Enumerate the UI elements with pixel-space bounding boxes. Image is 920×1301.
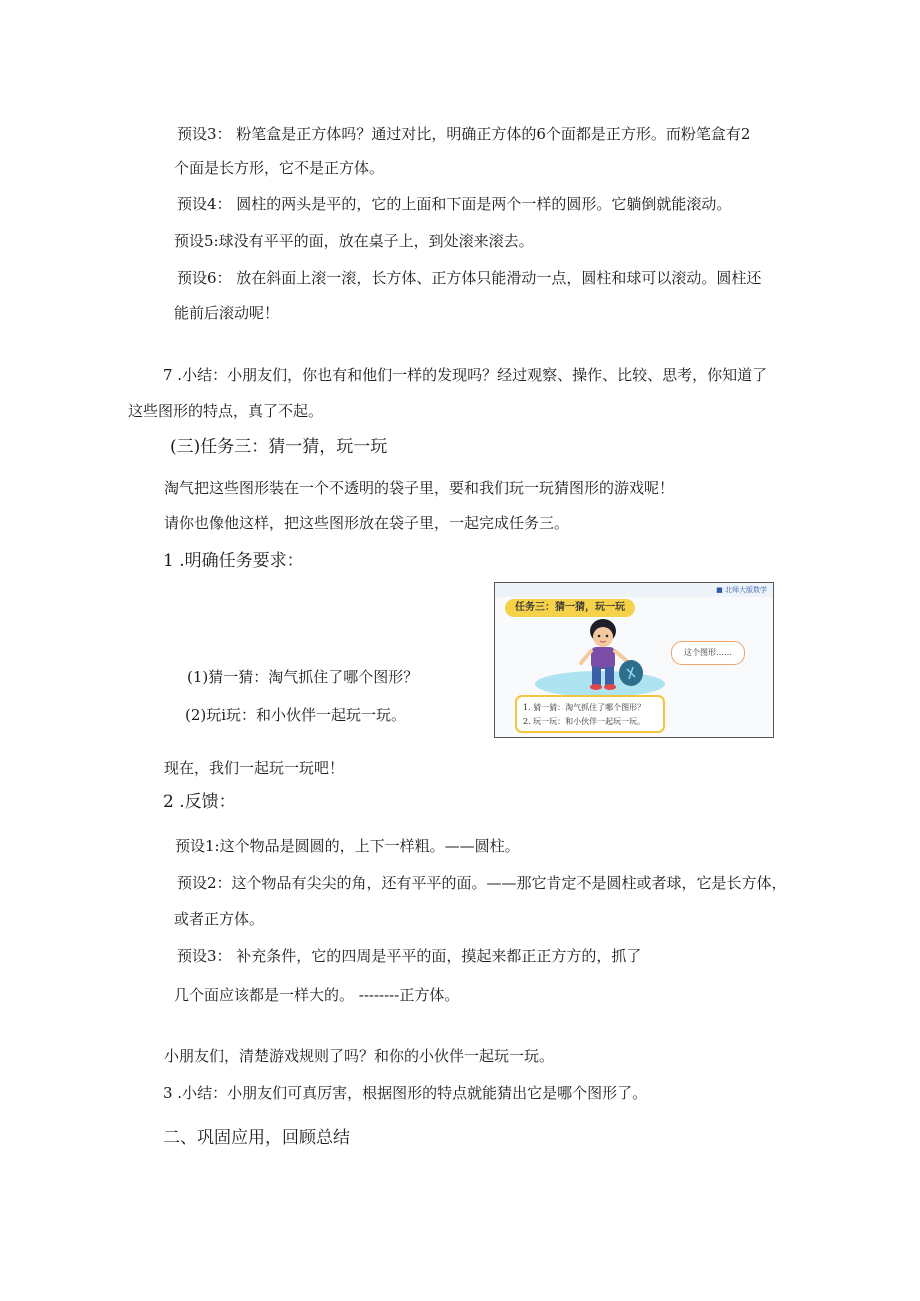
feedback-preset3-line2: 几个面应该都是一样大的。 --------正方体。 — [174, 986, 460, 1004]
paragraph-lets-play: 现在，我们一起玩一玩吧！ — [164, 759, 345, 777]
task3-heading: (三)任务三：猜一猜，玩一玩 — [170, 437, 388, 457]
paragraph-preset3-line1: 预设3： 粉笔盒是正方体吗？通过对比，明确正方体的6个面都是正方形。而粉笔盒有2 — [177, 125, 751, 143]
summary-7-line1: 7 .小结：小朋友们，你也有和他们一样的发现吗？经过观察、操作、比较、思考，你知道了 — [163, 366, 768, 384]
feedback-preset2-line2: 或者正方体。 — [174, 910, 265, 928]
paragraph-preset6-line2: 能前后滚动呢！ — [174, 304, 280, 322]
slide-task-line-2: 2. 玩一玩：和小伙伴一起玩一玩。 — [523, 717, 646, 726]
heading-feedback: 2 .反馈： — [163, 792, 236, 812]
section-2-heading: 二、巩固应用，回顾总结 — [163, 1128, 350, 1148]
slide-task-box — [515, 695, 665, 733]
slide-speech-bubble: 这个图形…… — [671, 641, 745, 665]
slide-logo: ■ 北师大版数学 — [716, 586, 767, 594]
paragraph-preset6-line1: 预设6： 放在斜面上滚一滚，长方体、正方体只能滑动一点，圆柱和球可以滚动。圆柱还 — [177, 269, 762, 287]
paragraph-preset4: 预设4： 圆柱的两头是平的，它的上面和下面是两个一样的圆形。它躺倒就能滚动。 — [177, 195, 732, 213]
slide-task-line-1: 1. 猜一猜：淘气抓住了哪个图形？ — [523, 703, 646, 712]
task3-slide-image — [494, 582, 774, 738]
summary-3: 3 .小结：小朋友们可真厉害，根据图形的特点就能猜出它是哪个图形了。 — [163, 1084, 648, 1102]
feedback-preset1: 预设1:这个物品是圆圆的，上下一样粗。——圆柱。 — [175, 837, 520, 855]
paragraph-preset3-line2: 个面是长方形，它不是正方体。 — [174, 159, 385, 177]
paragraph-game-rules: 小朋友们，清楚游戏规则了吗？和你的小伙伴一起玩一玩。 — [164, 1047, 555, 1065]
feedback-preset3-line1: 预设3： 补充条件，它的四周是平平的面，摸起来都正正方方的，抓了 — [177, 947, 642, 965]
summary-7-line2: 这些图形的特点，真了不起。 — [128, 402, 324, 420]
task3-intro-line1: 淘气把这些图形装在一个不透明的袋子里，要和我们玩一玩猜图形的游戏呢！ — [164, 479, 675, 497]
requirement-guess: (1)猜一猜：淘气抓住了哪个图形？ — [187, 668, 419, 686]
heading-task-requirements: 1 .明确任务要求： — [163, 551, 304, 571]
paragraph-preset5: 预设5:球没有平平的面，放在桌子上，到处滚来滚去。 — [174, 232, 534, 250]
requirement-play: (2)玩i玩：和小伙伴一起玩一玩。 — [185, 706, 407, 724]
boy-with-bag-illustration — [557, 617, 657, 699]
feedback-preset2-line1: 预设2：这个物品有尖尖的角，还有平平的面。——那它肯定不是圆柱或者球，它是长方体， — [177, 874, 787, 892]
slide-title: 任务三：猜一猜，玩一玩 — [505, 599, 635, 617]
task3-intro-line2: 请你也像他这样，把这些图形放在袋子里，一起完成任务三。 — [164, 514, 570, 532]
